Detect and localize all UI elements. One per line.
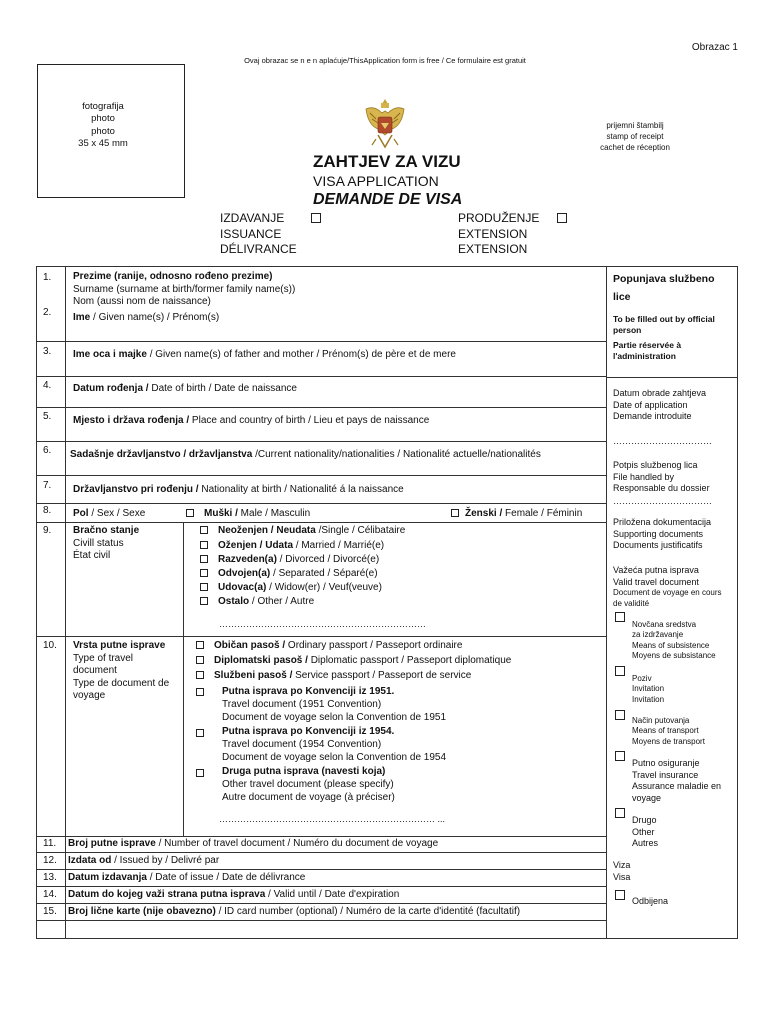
travel-doc-other-label-me: Druga putna isprava (navesti koja): [222, 766, 386, 777]
surname-label-fr: Nom (aussi nom de naissance): [73, 296, 211, 307]
travel-doc-other-checkbox[interactable]: [196, 769, 204, 777]
issue-date-label-me: Datum izdavanja: [68, 872, 147, 883]
civil-divorced-checkbox[interactable]: [200, 555, 208, 563]
civil-widowed-option[interactable]: [200, 582, 382, 595]
form-number: Obrazac 1: [691, 42, 738, 53]
official-use-title: Popunjava službeno lice: [613, 273, 715, 304]
id-card-label-me: Broj lične karte (nije obavezno): [68, 906, 216, 917]
transport-l3: Moyens de transport: [632, 736, 705, 746]
supporting-docs-fr: Documents justificatifs: [613, 540, 703, 551]
sex-female-option[interactable]: [451, 508, 582, 521]
sex-male-checkbox[interactable]: [186, 509, 194, 517]
civil-status-label-en: Civill status: [73, 537, 124, 549]
insurance-l4: voyage: [632, 793, 662, 804]
valid-travel-doc-fr: Document de voyage en cours de validité: [613, 588, 722, 608]
invitation-checkbox[interactable]: [615, 666, 625, 676]
passport-service-label-me: Službeni pasoš /: [214, 670, 293, 681]
sex-label: [73, 508, 145, 521]
civil-married-option[interactable]: [200, 540, 384, 553]
civil-status-label-fr: État civil: [73, 550, 111, 561]
valid-until-field[interactable]: [68, 889, 399, 902]
issued-by-label-me: Izdata od: [68, 855, 112, 866]
passport-diplomatic-checkbox[interactable]: [196, 656, 204, 664]
civil-divorced-label-rest: / Divorced / Divorcé(e): [276, 554, 380, 565]
female-label-rest: Female / Féminin: [502, 508, 583, 519]
passport-ordinary-checkbox[interactable]: [196, 641, 204, 649]
stamp-label-me: prijemni štambilj: [606, 121, 664, 130]
title-en: VISA APPLICATION: [313, 173, 439, 189]
travel-doc-label-me: Vrsta putne isprave: [73, 640, 166, 651]
insurance-l3: Assurance maladie en: [632, 781, 722, 792]
row-9-number: 9.: [43, 525, 52, 536]
current-nationality-field[interactable]: [70, 449, 541, 462]
official-use-title-fr: Partie réservée à l'administration: [613, 340, 682, 362]
means-l3: Means of subsistence: [632, 640, 710, 650]
given-names-label-rest: / Given name(s) / Prénom(s): [90, 312, 220, 323]
travel-doc-1951-checkbox[interactable]: [196, 688, 204, 696]
row-4-number: 4.: [43, 380, 52, 391]
invitation-l2: Invitation: [632, 684, 665, 694]
male-label-rest: Male / Masculin: [237, 508, 311, 519]
means-l4: Moyens de subsistance: [632, 651, 716, 661]
civil-single-option[interactable]: [200, 525, 405, 538]
travel-insurance-label: [632, 758, 721, 805]
insurance-l2: Travel insurance: [632, 769, 699, 780]
extension-fr: EXTENSION: [458, 242, 528, 257]
official-use-title-en: To be filled out by official person: [613, 314, 715, 336]
civil-other-option[interactable]: [200, 596, 314, 609]
transport-l2: Means of transport: [632, 726, 699, 736]
civil-divorced-label-me: Razveden(a): [218, 554, 277, 565]
issuance-me: IZDAVANJE: [220, 211, 285, 225]
travel-doc-other-label-fr: Autre document de voyage (à préciser): [222, 792, 395, 803]
parents-label-rest: / Given name(s) of father and mother / Prénom(s) de père et de mere: [146, 349, 456, 360]
application-date-line[interactable]: ……………………………: [613, 436, 712, 446]
row-13-number: 13.: [43, 872, 57, 883]
travel-doc-1954-option[interactable]: [222, 725, 446, 764]
birth-nationality-label-me: Državljanstvo pri rođenju /: [73, 484, 199, 495]
means-of-subsistence-label: [632, 620, 716, 662]
refused-checkbox[interactable]: [615, 890, 625, 900]
supporting-docs-en: Supporting documents: [613, 528, 704, 539]
travel-doc-1954-label-fr: Document de voyage selon la Convention de 1954: [222, 752, 447, 763]
travel-doc-1951-option[interactable]: [222, 685, 446, 724]
photo-label-fr: photo: [91, 125, 115, 137]
visa-l1: Viza: [613, 860, 631, 870]
invitation-l3: Invitation: [632, 694, 665, 704]
other-docs-l1: Drugo: [632, 815, 657, 825]
passport-diplomatic-label-rest: Diplomatic passport / Passeport diplomatique: [307, 655, 512, 666]
issuance-label: [220, 211, 297, 258]
travel-doc-other-label-en: Other travel document (please specify): [222, 779, 394, 790]
stamp-label-en: stamp of receipt: [606, 131, 664, 141]
photo-label-me: fotografija: [82, 101, 124, 112]
extension-label: [458, 211, 539, 258]
invitation-l1: Poziv: [632, 674, 652, 683]
row-11-number: 11.: [43, 838, 57, 849]
surname-label-en: Surname (surname at birth/former family name(s)): [73, 283, 296, 295]
sex-label-rest: / Sex / Sexe: [88, 508, 146, 519]
civil-single-label-me: Neoženjen / Neudata: [218, 525, 316, 536]
date-of-birth-field[interactable]: [73, 383, 297, 396]
other-docs-checkbox[interactable]: [615, 808, 625, 818]
passport-service-checkbox[interactable]: [196, 671, 204, 679]
other-docs-l2: Other: [632, 826, 655, 837]
title-fr: DEMANDE DE VISA: [313, 191, 463, 208]
dob-label-me: Datum rođenja /: [73, 383, 149, 394]
civil-separated-label-rest: / Separated / Séparé(e): [270, 568, 378, 579]
sex-male-option[interactable]: [186, 508, 310, 521]
row-8-number: 8.: [43, 505, 52, 516]
travel-doc-label-en-2: document: [73, 665, 117, 676]
valid-until-label-rest: / Valid until / Date d'expiration: [265, 889, 400, 900]
means-l2: za izdržavanje: [632, 630, 684, 640]
row-3-number: 3.: [43, 346, 52, 357]
travel-doc-1951-label-en: Travel document (1951 Convention): [222, 699, 382, 710]
civil-other-specify-line[interactable]: ……………………………………………………………: [219, 619, 426, 629]
travel-doc-other-specify-line[interactable]: ……………………………………………………………… ...: [219, 814, 446, 824]
date-of-issue-field[interactable]: [68, 872, 305, 885]
valid-until-label-me: Datum do kojeg važi strana putna isprava: [68, 889, 266, 900]
coat-of-arms-icon: [362, 95, 408, 153]
issued-by-label-rest: / Issued by / Delivré par: [111, 855, 220, 866]
issuance-fr: DÉLIVRANCE: [220, 242, 297, 257]
stamp-label-fr: cachet de réception: [600, 142, 670, 152]
passport-service-option[interactable]: [196, 670, 471, 683]
handled-by-fr: Responsable du dossier: [613, 483, 710, 494]
civil-separated-option[interactable]: [200, 568, 378, 581]
supporting-documents-label: [613, 517, 711, 552]
pob-label-me: Mjesto i država rođenja /: [73, 415, 190, 426]
travel-doc-1951-label-me: Putna isprava po Konvenciji iz 1951.: [222, 686, 395, 697]
passport-ordinary-label-rest: Ordinary passport / Passeport ordinaire: [285, 640, 463, 651]
photo-label-en: photo: [91, 113, 115, 125]
travel-doc-label-fr-1: Type de document de: [73, 677, 170, 689]
row-2-number: 2.: [43, 307, 52, 318]
refused-label: Odbijena: [632, 896, 669, 906]
issuance-en: ISSUANCE: [220, 226, 282, 241]
nationality-label-rest: /Current nationality/nationalities / Nationalité actuelle/nationalités: [252, 449, 541, 460]
issued-by-field[interactable]: [68, 855, 219, 868]
means-of-transport-label: [632, 716, 705, 747]
civil-married-checkbox[interactable]: [200, 541, 208, 549]
travel-document-number-field[interactable]: [68, 838, 438, 851]
row-12-number: 12.: [43, 855, 57, 866]
passport-diplomatic-label-me: Diplomatski pasoš /: [214, 655, 308, 666]
issuance-checkbox[interactable]: [311, 213, 321, 223]
parents-label-me: Ime oca i majke: [73, 349, 147, 360]
surname-field[interactable]: [73, 271, 295, 309]
civil-married-label-me: Oženjen / Udata: [218, 540, 294, 551]
passport-ordinary-option[interactable]: [196, 640, 462, 653]
passport-service-label-rest: Service passport / Passeport de service: [292, 670, 472, 681]
visa-l2: Visa: [613, 871, 631, 882]
invitation-label: [632, 674, 664, 705]
handled-by-en: File handled by: [613, 471, 675, 482]
handled-by-me: Potpis službenog lica: [613, 460, 698, 470]
sex-label-me: Pol: [73, 508, 89, 519]
valid-travel-doc-en: Valid travel document: [613, 576, 699, 587]
doc-number-label-rest: / Number of travel document / Numéro du document de voyage: [155, 838, 439, 849]
sex-female-checkbox[interactable]: [451, 509, 459, 517]
supporting-docs-me: Priložena dokumentacija: [613, 517, 712, 527]
extension-checkbox[interactable]: [557, 213, 567, 223]
photo-box: [37, 64, 185, 198]
civil-other-checkbox[interactable]: [200, 597, 208, 605]
valid-travel-doc-me: Važeća putna isprava: [613, 565, 699, 575]
travel-doc-1954-label-me: Putna isprava po Konvenciji iz 1954.: [222, 726, 395, 737]
photo-size: 35 x 45 mm: [78, 138, 128, 150]
id-card-label-rest: / ID card number (optional) / Numéro de la carte d'identité (facultatif): [215, 906, 521, 917]
civil-widowed-label-rest: / Widow(er) / Veuf(veuve): [266, 582, 382, 593]
title-me: ZAHTJEV ZA VIZU: [313, 152, 461, 171]
female-label-me: Ženski /: [465, 508, 503, 519]
transport-l1: Način putovanja: [632, 716, 690, 725]
civil-separated-checkbox[interactable]: [200, 569, 208, 577]
civil-divorced-option[interactable]: [200, 554, 379, 567]
civil-status-label: [73, 525, 139, 563]
civil-separated-label-me: Odvojen(a): [218, 568, 271, 579]
application-date-me: Datum obrade zahtjeva: [613, 388, 707, 398]
row-15-number: 15.: [43, 906, 57, 917]
doc-number-label-me: Broj putne isprave: [68, 838, 156, 849]
row-10-number: 10.: [43, 640, 57, 651]
application-date-en: Date of application: [613, 399, 688, 410]
civil-single-checkbox[interactable]: [200, 526, 208, 534]
row-14-number: 14.: [43, 889, 57, 900]
male-label-me: Muški /: [204, 508, 238, 519]
travel-doc-label-fr-2: voyage: [73, 690, 106, 701]
travel-doc-1951-label-fr: Document de voyage selon la Convention de 1951: [222, 712, 447, 723]
place-of-birth-field[interactable]: [73, 415, 429, 428]
other-docs-l3: Autres: [632, 838, 659, 849]
extension-me: PRODUŽENJE: [458, 211, 540, 225]
travel-doc-1954-label-en: Travel document (1954 Convention): [222, 739, 382, 750]
civil-widowed-checkbox[interactable]: [200, 583, 208, 591]
civil-widowed-label-me: Udovac(a): [218, 582, 267, 593]
handled-by-label: [613, 460, 710, 495]
travel-document-type-label: [73, 640, 169, 703]
id-card-number-field[interactable]: [68, 906, 520, 919]
travel-doc-1954-checkbox[interactable]: [196, 729, 204, 737]
row-6-number: 6.: [43, 445, 52, 456]
stamp-label: [580, 121, 690, 153]
passport-diplomatic-option[interactable]: [196, 655, 511, 668]
application-date-label: [613, 388, 706, 423]
row-1-number: 1.: [43, 272, 52, 283]
civil-status-label-me: Bračno stanje: [73, 525, 140, 536]
handled-by-line[interactable]: ……………………………: [613, 496, 712, 506]
birth-nationality-label-rest: Nationality at birth / Nationalité á la naissance: [198, 484, 404, 495]
given-names-field[interactable]: [73, 312, 219, 325]
civil-single-label-rest: /Single / Célibataire: [315, 525, 406, 536]
travel-insurance-checkbox[interactable]: [615, 751, 625, 761]
passport-ordinary-label-me: Običan pasoš /: [214, 640, 286, 651]
free-notice: Ovaj obrazac se n e n aplaćuje/ThisApplication form is free / Ce formulaire est gratuit: [244, 56, 526, 65]
insurance-l1: Putno osiguranje: [632, 758, 700, 768]
row-5-number: 5.: [43, 411, 52, 422]
given-names-label-me: Ime: [73, 312, 91, 323]
civil-other-label-rest: / Other / Autre: [249, 596, 315, 607]
civil-married-label-rest: / Married / Marrié(e): [293, 540, 385, 551]
nationality-label-me: Sadašnje državljanstvo / državljanstva: [70, 449, 253, 460]
civil-other-label-me: Ostalo: [218, 596, 250, 607]
means-of-transport-checkbox[interactable]: [615, 710, 625, 720]
travel-doc-other-option[interactable]: [222, 765, 395, 804]
means-of-subsistence-checkbox[interactable]: [615, 612, 625, 622]
valid-travel-doc-label: [613, 565, 731, 609]
pob-label-rest: Place and country of birth / Lieu et pays de naissance: [189, 415, 430, 426]
issue-date-label-rest: / Date of issue / Date de délivrance: [146, 872, 306, 883]
surname-label-me: Prezime (ranije, odnosno rođeno prezime): [73, 271, 273, 282]
other-docs-label: [632, 815, 658, 850]
dob-label-rest: Date of birth / Date de naissance: [148, 383, 297, 394]
travel-doc-label-en-1: Type of travel: [73, 652, 134, 664]
application-date-fr: Demande introduite: [613, 411, 692, 422]
means-l1: Novčana sredstva: [632, 620, 697, 629]
nationality-at-birth-field[interactable]: [73, 484, 404, 497]
parents-names-field[interactable]: [73, 349, 456, 362]
extension-en: EXTENSION: [458, 226, 528, 241]
visa-label: [613, 860, 630, 883]
row-7-number: 7.: [43, 480, 52, 491]
